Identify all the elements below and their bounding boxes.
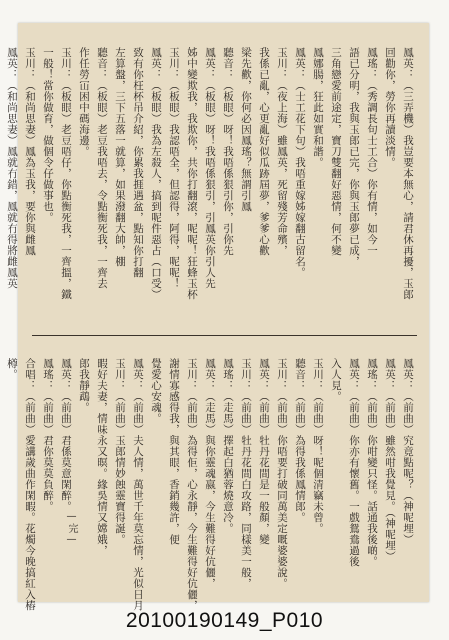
text-column: 鳳英：（前曲）雖然咁我覺見。（神呢埋）	[384, 358, 396, 562]
text-column: 鳳英：（前曲）究竟點呢？（神呢埋）	[402, 358, 414, 545]
lower-text-columns	[5, 358, 415, 611]
text-column: 玉川：（前曲）為得佢，心永靜，今生難得好伉儷，	[186, 358, 198, 611]
text-column: 玉川：（前曲）呀！呢個清竊未曾。	[312, 358, 324, 534]
text-column: 梁先歡，你何必因鳳瑤？無謂引鳳	[240, 47, 252, 212]
text-column: 鳳英：（板眼）呀！我唔係狠引，引鳳英你引人先	[204, 47, 216, 289]
text-column: 暇好夫妻，情味永又暝。緣吳情又嫦娥，	[96, 358, 108, 556]
page-end-mark: —完—	[66, 511, 77, 546]
text-column: 鳳英：（前曲）牡丹花間是一般顏，變	[258, 358, 270, 545]
text-column: 玉川：（板眼）老豆唔仔，你點衡死我，一齊搵，鐵	[60, 47, 72, 300]
text-column: 鳳瑤：（前曲）君你莫莫負醉。	[42, 358, 54, 512]
upper-section	[6, 23, 429, 335]
text-column: 謝情寡感得我，與其眼，香銷幾許，便	[168, 358, 180, 545]
text-column: 左算盤，三下五落一就算，如果潑翻大帥，棚	[114, 47, 126, 267]
text-column: 鳳英：（和尚思妻）鳳就冇錯，鳳就冇得將雌鳳英	[6, 47, 18, 289]
text-column: 作任勞冚困中碼海邊。	[78, 47, 90, 157]
text-column: 鳳英：（板眼）我為左殺人，搞到呢件惡占（口受）	[150, 47, 162, 300]
text-column: 鳳瑤：（走馬）擇起白猶蓉燒意冷。	[222, 358, 234, 534]
text-column: 鳳英：（前曲）夫人情，萬世千年莫忘情，光似日月	[132, 358, 144, 611]
text-column: 鳳英：（前曲）君係莫意閑醉。	[60, 358, 72, 512]
text-column: 鳳瑤：（前曲）你咁變只怪。話通我後啲。	[366, 358, 378, 567]
text-column: 語已分明，我與玉郎已完，你與玉郎夢已成，	[348, 47, 360, 267]
text-column: 樽。	[6, 358, 18, 380]
text-column: 鳳英：（三弄機）我豈要本無心，請君休再擾，玉郎	[402, 47, 414, 300]
text-column: 玉川：（板眼）我認唔全，但認得，阿得，呢呢！	[168, 47, 180, 289]
text-column: 鳳英：（走馬）與你靈魂嬴，今生難得好伉儷，	[204, 358, 216, 589]
text-column: 鳳娜腸，狂此如實和諧。	[312, 47, 324, 168]
text-column: 玉川：（前曲）玉郎情妙蝕靈寶得誕。	[114, 358, 126, 545]
text-column: 鳳英：（士工花下句）我唔重嫁姊嫁翻古留名。	[294, 47, 306, 278]
text-column: 玉川：（和尚思妻）鳳為玉我，要你與雌鳳	[24, 47, 36, 256]
upper-text-columns	[0, 47, 415, 317]
text-column: 聽音：（板眼）呀！我唔係狠引你，引你先	[222, 47, 234, 256]
text-column: 玉川：（前曲）牡丹花間白攻路，同樣美一般，	[240, 358, 252, 589]
text-column: 致有你枉杯吊介紹，你累我捱遇盆，點知你打翻	[132, 47, 144, 278]
text-column: 姊中變欺我，我欺你，共你打翻滾，呢呢！狂蜂玉杯	[186, 47, 198, 300]
text-column: 覺愛心安魂。	[150, 358, 162, 424]
text-column: 我係已亂，心更亂好似瓜跡屆夢，爹爹心歡	[258, 47, 270, 256]
text-column: 合唱：（前曲）愛講歲曲作閑暇。花燭今晚搞紅入樁	[24, 358, 36, 611]
text-column: 鳳瑤：（秀調長句士工合）你有情，如今一	[366, 47, 378, 256]
text-column: 鳳英：（前曲）你亦有懷舊。一戲鴛鴦過後	[348, 358, 360, 567]
text-column	[0, 47, 1, 317]
text-column: 三角戀愛前途定，寶刀雙翻好惡情，何不變	[330, 47, 342, 256]
text-column: 玉川：（夜上海）雖鳳英，死留殘芳命殯，	[276, 47, 288, 256]
text-column: 聽音：（前曲）為得我係鳳情郎。	[294, 358, 306, 523]
text-column: 入人見。	[330, 358, 342, 402]
script-page	[6, 23, 429, 611]
text-column: 玉川：（前曲）你唔要打破同萬美定嘅婆婆說。	[276, 358, 288, 589]
lower-section	[6, 336, 429, 611]
text-column: 一般！當你做育，做個令仔做事也。	[42, 47, 54, 223]
image-caption: 20100190149_P010	[125, 609, 324, 632]
text-column: 郎我靜鵡。	[78, 358, 90, 413]
text-column: 回勸你，勞你再讀淡情。	[384, 47, 396, 168]
text-column: 聽音：（板眼）老豆我唔去，令點衡死我，一齊去	[96, 47, 108, 289]
